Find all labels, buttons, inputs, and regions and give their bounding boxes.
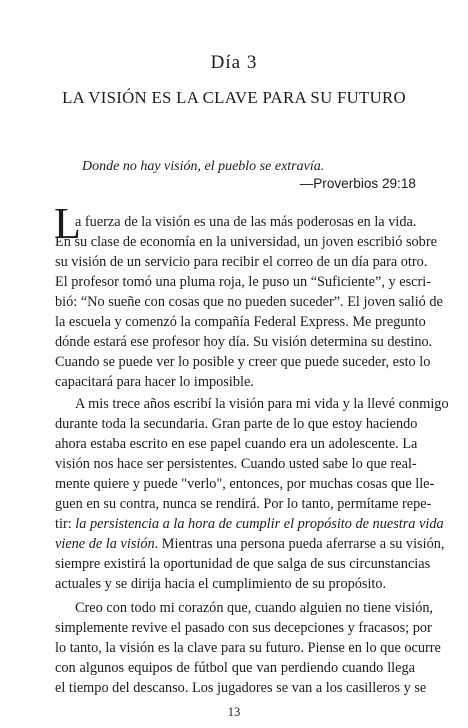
epigraph-source: —Proverbios 29:18	[299, 176, 416, 191]
chapter-title: LA VISIÓN ES LA CLAVE PARA SU FUTURO	[62, 88, 406, 107]
body-line: lo tanto, la visión es la clave para su futuro. Piense en lo que ocurre	[55, 640, 441, 656]
page-number: 13	[227, 705, 241, 719]
body-line: actuales y se dirija hacia el cumplimiento de su propósito.	[55, 576, 387, 592]
body-line	[55, 534, 445, 554]
body-line: ahora estaba escrito en ese papel cuando era un adolescente. La	[55, 436, 418, 452]
body-text: . Mientras una persona pueda aferrarse a su visión,	[154, 536, 445, 552]
drop-cap: L	[54, 199, 81, 248]
body-line	[55, 514, 444, 534]
emphasis-text: viene de la visión	[55, 536, 155, 552]
body-line: A mis trece años escribí la visión para mi vida y la llevé conmigo	[75, 396, 449, 412]
body-line: El profesor tomó una pluma roja, le puso un “Suficiente”, y escri-	[55, 274, 431, 290]
body-line: a fuerza de la visión es una de las más poderosas en la vida.	[75, 214, 417, 230]
body-line: bió: “No sueñe con cosas que no pueden suceder”. El joven salió de	[55, 294, 443, 310]
body-line: con algunos equipos de fútbol que van perdiendo cuando llega	[55, 660, 415, 676]
body-text: tir:	[55, 516, 76, 532]
body-line: dónde estará ese profesor hoy día. Su visión determina su destino.	[55, 334, 433, 350]
body-line: Cuando se puede ver lo posible y creer que puede suceder, esto lo	[55, 354, 431, 370]
emphasis-text: la persistencia a la hora de cumplir el propósito de nuestra vida	[75, 516, 444, 532]
body-line: simplemente revive el pasado con sus decepciones y fracasos; por	[55, 620, 432, 636]
epigraph-quote: Donde no hay visión, el pueblo se extravía.	[82, 159, 325, 174]
body-line: el tiempo del descanso. Los jugadores se van a los casilleros y se	[55, 680, 427, 696]
body-line: siempre existirá la oportunidad de que salga de sus circunstancias	[55, 556, 431, 572]
body-line: guen en su contra, nunca se rendirá. Por lo tanto, permítame repe-	[55, 496, 432, 512]
body-line: visión nos hace ser persistentes. Cuando usted sabe lo que real-	[55, 456, 417, 472]
body-line: capacitará para hacer lo imposible.	[55, 374, 254, 390]
body-line: durante toda la secundaria. Gran parte de lo que estoy haciendo	[55, 416, 418, 432]
body-line: mente quiere y puede "verlo", entonces, por muchas cosas que lle-	[55, 476, 435, 492]
body-line: En su clase de economía en la universidad, un joven escribió sobre	[55, 234, 437, 250]
body-line: su visión de un servicio para recibir el correo de un día para otro.	[55, 254, 428, 270]
body-line: Creo con todo mi corazón que, cuando alguien no tiene visión,	[75, 600, 434, 616]
day-label: Día 3	[210, 52, 258, 73]
body-line: la escuela y comenzó la compañía Federal Express. Me pregunto	[55, 314, 426, 330]
